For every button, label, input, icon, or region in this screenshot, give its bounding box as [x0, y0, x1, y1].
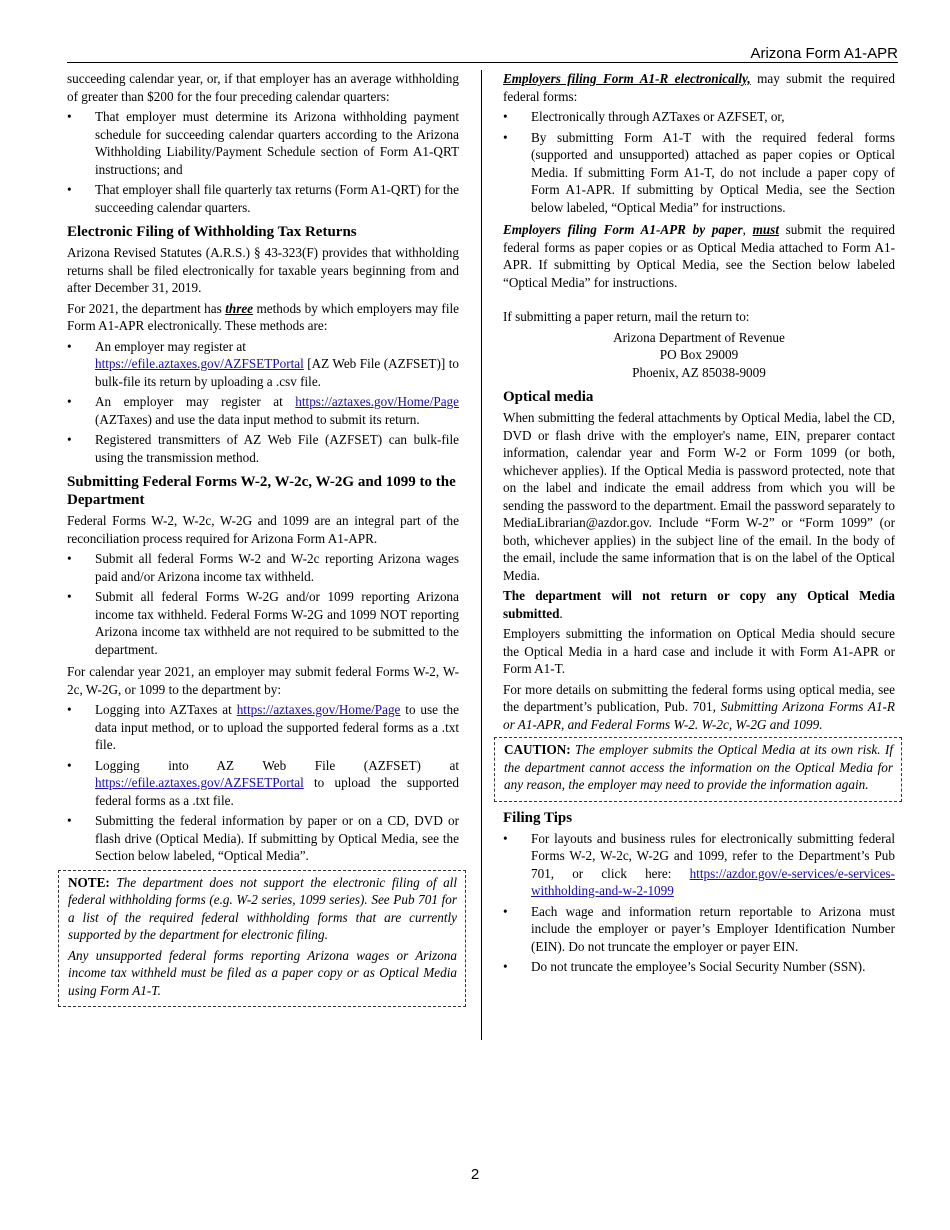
list-item: • Registered transmitters of AZ Web File (AZFSET) can bulk-file using the transmission method. [67, 431, 459, 466]
optical-not-returned [503, 587, 895, 622]
text-run: (AZTaxes) and use the data input method to submit its return. [95, 411, 420, 427]
list-item: • Submit all federal Forms W-2 and W-2c reporting Arizona wages paid and/or Arizona income tax withheld. [67, 550, 459, 585]
federal-intro-paragraph: Federal Forms W-2, W-2c, W-2G and 1099 are an integral part of the reconciliation process required for Arizona Form A1-APR. [67, 513, 459, 546]
paper-filing-paragraph [503, 221, 895, 291]
text-run: For layouts and business rules for electronically submitting federal Forms W-2, W-2c, W-2G and 1099, refer to the Department’s Pub 701, or click here: [531, 830, 895, 881]
address-line: Phoenix, AZ 85038-9009 [632, 364, 766, 380]
filing-tips-heading: Filing Tips [503, 809, 573, 826]
list-item: • Do not truncate the employee’s Social Security Number (SSN). [503, 958, 895, 976]
azfset-portal-link[interactable]: https://efile.aztaxes.gov/AZFSETPortal [95, 775, 304, 790]
optical-label-paragraph: When submitting the federal attachments by Optical Media, label the CD, DVD or flash drive with the employer's name, EIN, preparer contact information, calendar year and Form W-2 or Form 1099 (or both, whichever applies). If the Optical Media is password protected, note that on the label and indicate the email address from which you will be sending the password to the department. Email the password separately to MediaLibrarian@azdor.gov. Include “Form W-2” or “Form 1099” (or both, whichever applies) in the subject line of the email. In the body of the email, include the same information that is on the label of the Optical Media. [503, 410, 895, 583]
optical-media-heading: Optical media [503, 389, 594, 405]
caution-box [494, 737, 902, 802]
page-header [67, 45, 898, 63]
note-label: NOTE: [68, 874, 110, 890]
aztaxes-link[interactable]: https://aztaxes.gov/Home/Page [236, 702, 401, 717]
caution-label: CAUTION: [504, 742, 571, 757]
text-run: An employer may register at [95, 394, 296, 409]
a1r-list [503, 108, 895, 216]
spacer [503, 294, 895, 308]
note-text: Any unsupported federal forms reporting Arizona wages or Arizona income tax withheld must be filed as a paper copy or as Optical Media using Form A1-T. [68, 947, 457, 998]
caution-text: The employer submits the Optical Media at its own risk. If the department cannot access the information on the Optical Media for any reason, the employer may need to provide the information again. [504, 742, 893, 792]
text-run: An employer may register at [95, 338, 246, 354]
text-run: to use the data input method, or to upload the supported federal forms as a .txt file. [95, 702, 460, 752]
note-paragraph-2 [68, 947, 457, 1000]
intro-paragraph: succeeding calendar year, or, if that employer has an average withholding of greater than $200 for the four preceding calendar quarters: [67, 71, 459, 104]
aztaxes-link[interactable]: https://aztaxes.gov/Home/Page [295, 394, 459, 409]
azdor-eservices-link[interactable]: https://azdor.gov/e-services/e-services-withholding-and-w-2-1099 [531, 865, 895, 898]
list-item [67, 757, 459, 810]
a1r-emphasis: Employers filing Form A1-R electronically, [503, 71, 751, 86]
text-run: , [742, 222, 753, 237]
intro-bullet-list [67, 108, 459, 216]
text-run: For 2021, the department has [67, 300, 226, 316]
filing-tips-list [503, 830, 895, 976]
azfset-portal-link[interactable]: https://efile.aztaxes.gov/AZFSETPortal [95, 356, 304, 371]
list-item [67, 393, 459, 428]
list-item: • By submitting Form A1-T with the required federal forms (supported and unsupported) attached as paper copies or Optical Media. If submitting Form A1-T, do not include a paper copy of Form A1-APR. If submitting by Optical Media, see the Section below labeled, “Optical Media” for instructions. [503, 129, 895, 217]
address-line: PO Box 29009 [659, 347, 739, 362]
list-item: • That employer shall file quarterly tax returns (Form A1-QRT) for the succeeding calendar quarters. [67, 181, 459, 216]
bold-notice: The department will not return or copy any Optical Media submitted [503, 588, 895, 621]
text-run: to upload the supported federal forms as a .txt file. [95, 775, 459, 808]
must-emphasis: must [752, 222, 779, 237]
list-item: • Electronically through AZTaxes or AZFSET, or, [503, 108, 895, 126]
text-run: . [559, 605, 563, 621]
caution-paragraph [504, 741, 893, 794]
note-text: The department does not support the electronic filing of all federal withholding forms (e.g. W-2 series, 1099 series). See Pub 701 for a list of the required federal withholding forms that are currently supported by the department for electronic filing. [68, 874, 457, 942]
submit-methods-list [67, 701, 459, 865]
page-number: 2 [470, 1166, 480, 1183]
list-item [67, 701, 459, 754]
left-column [67, 70, 459, 1011]
list-item: • Submit all federal Forms W-2G and/or 1099 reporting Arizona income tax withheld. Federal Forms W-2G and 1099 NOT reporting Arizona income tax withheld are not required to be submitted to the department. [67, 588, 459, 658]
text-run: Logging into AZ Web File (AZFSET) at [95, 757, 459, 773]
efile-methods-paragraph [67, 300, 459, 335]
mail-intro: If submitting a paper return, mail the return to: [503, 309, 750, 324]
note-box [58, 870, 466, 1008]
list-item: • That employer must determine its Arizona withholding payment schedule for succeeding calendar quarters according to the Arizona Withholding Liability/Payment Schedule section of Form A1-QRT instructions; and [67, 108, 459, 178]
list-item [67, 338, 459, 391]
submit-methods-paragraph: For calendar year 2021, an employer may submit federal Forms W-2, W-2c, W-2G, or 1099 to the department by: [67, 664, 459, 697]
note-paragraph [68, 874, 457, 944]
federal-forms-list [67, 550, 459, 658]
text-run: methods by which employers may file Form A1-APR electronically. These methods are: [67, 300, 459, 333]
publication-title: Submitting Arizona Forms A1-R or A1-APR, and Federal Forms W-2. W-2c, W-2G and 1099. [503, 699, 895, 732]
text-run: [AZ Web File (AZFSET)] to bulk-file its return by uploading a .csv file. [95, 356, 459, 389]
text-run: submit the required federal forms as paper copies or as Optical Media attached to Form A1-APR. If submitting by Optical Media, see the Section below labeled “Optical Media” for instructions. [503, 222, 896, 290]
emphasis-three: three [225, 300, 254, 316]
text-run: Logging into AZTaxes at [95, 702, 237, 717]
text-run: may submit the required federal forms: [503, 71, 895, 104]
mailing-address [503, 329, 895, 382]
efile-methods-list [67, 338, 459, 467]
a1r-paragraph [503, 70, 895, 105]
text-run: For more details on submitting the federal forms using optical media, see the department’s publication, Pub. 701, [503, 681, 895, 714]
column-divider [481, 70, 482, 1040]
list-item [503, 830, 895, 900]
form-title: Arizona Form A1-APR [750, 45, 898, 62]
federal-forms-heading: Submitting Federal Forms W-2, W-2c, W-2G and 1099 to the Department [67, 474, 456, 508]
optical-secure-paragraph: Employers submitting the information on Optical Media should secure the Optical Media in a hard case and include it with Form A1-APR or Form A1-T. [503, 626, 895, 676]
efile-statute-paragraph: Arizona Revised Statutes (A.R.S.) § 43-323(F) provides that withholding returns shall be filed electronically for taxable years beginning from and after December 31, 2019. [67, 245, 459, 295]
list-item: • Submitting the federal information by paper or on a CD, DVD or flash drive (Optical Media). If submitting by Optical Media, see the Section below labeled, “Optical Media”. [67, 812, 459, 865]
right-column [503, 70, 895, 981]
list-item: • Each wage and information return reportable to Arizona must include the employer or payer’s Employer Identification Number (EIN). Do not truncate the employer or payer EIN. [503, 903, 895, 956]
optical-details-paragraph [503, 681, 895, 734]
paper-emphasis: Employers filing Form A1-APR by paper [503, 222, 743, 237]
address-line: Arizona Department of Revenue [613, 329, 785, 345]
efile-heading: Electronic Filing of Withholding Tax Returns [67, 224, 357, 240]
